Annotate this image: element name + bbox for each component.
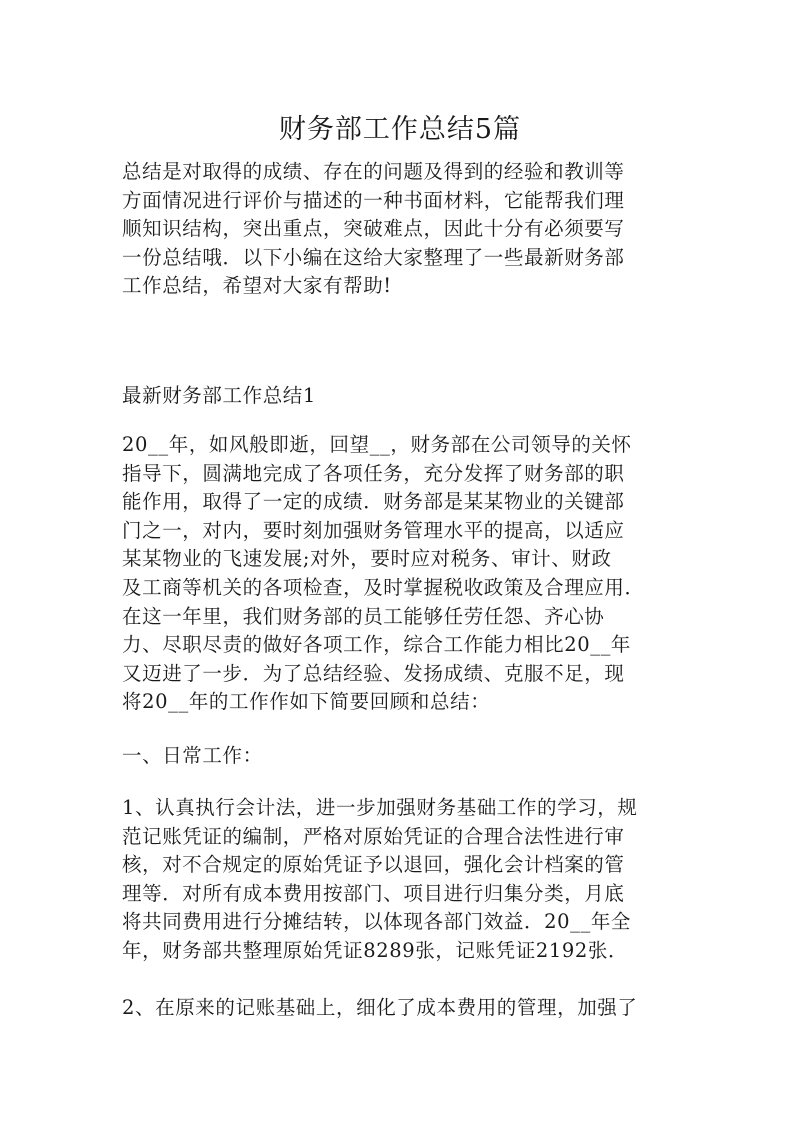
paragraph-line: 某某物业的飞速发展;对外，要时应对税务、审计、财政 <box>122 547 612 571</box>
list-item-line: 理等．对所有成本费用按部门、项目进行归集分类，月底 <box>122 881 625 905</box>
list-item-line: 2、在原来的记账基础上，细化了成本费用的管理，加强了 <box>122 996 638 1019</box>
intro-line: 方面情况进行评价与描述的一种书面材料，它能帮我们理 <box>122 188 625 212</box>
paragraph-line: 能作用，取得了一定的成绩．财务部是某某物业的关键部 <box>122 490 625 514</box>
paragraph-line: 及工商等机关的各项检查，及时掌握税收政策及合理应用． <box>122 575 645 599</box>
paragraph-line: 又迈进了一步．为了总结经验、发扬成绩、克服不足，现 <box>122 661 625 685</box>
list-item-line: 范记账凭证的编制，严格对原始凭证的合理合法性进行审 <box>122 824 625 848</box>
section-paragraph <box>122 431 670 717</box>
document-title: 财务部工作总结5篇 <box>278 114 522 145</box>
list-item-line: 将共同费用进行分摊结转，以体现各部门效益．20__年全 <box>122 910 632 934</box>
paragraph-line: 在这一年里，我们财务部的员工能够任劳任怨、齐心协 <box>122 604 605 628</box>
subheading-text: 一、日常工作： <box>122 744 263 767</box>
list-item-line: 1、认真执行会计法，进一步加强财务基础工作的学习，规 <box>122 796 638 819</box>
intro-line: 顺知识结构，突出重点，突破难点，因此十分有必须要写 <box>122 217 625 241</box>
paragraph-line: 指导下，圆满地完成了各项任务，充分发挥了财务部的职 <box>122 461 625 485</box>
list-item <box>122 794 670 966</box>
list-item-line: 核，对不合规定的原始凭证予以退回，强化会计档案的管 <box>122 853 625 877</box>
section-heading-text: 最新财务部工作总结1 <box>122 384 316 407</box>
paragraph-line: 将20__年的工作作如下简要回顾和总结： <box>122 690 491 714</box>
intro-line: 工作总结，希望对大家有帮助! <box>122 274 392 298</box>
paragraph-line: 力、尽职尽责的做好各项工作，综合工作能力相比20__年 <box>122 633 632 657</box>
intro-line: 总结是对取得的成绩、存在的问题及得到的经验和教训等 <box>122 160 625 183</box>
list-item <box>122 994 670 1023</box>
section-heading <box>122 382 670 411</box>
intro-line: 一份总结哦．以下小编在这给大家整理了一些最新财务部 <box>122 245 625 269</box>
subheading <box>122 742 670 771</box>
paragraph-line: 20__年，如风般即逝，回望__，财务部在公司领导的关怀 <box>122 433 632 456</box>
intro-paragraph <box>122 158 670 301</box>
list-item-line: 年，财务部共整理原始凭证8289张，记账凭证2192张． <box>122 938 629 962</box>
paragraph-line: 门之一，对内，要时刻加强财务管理水平的提高，以适应 <box>122 518 625 542</box>
